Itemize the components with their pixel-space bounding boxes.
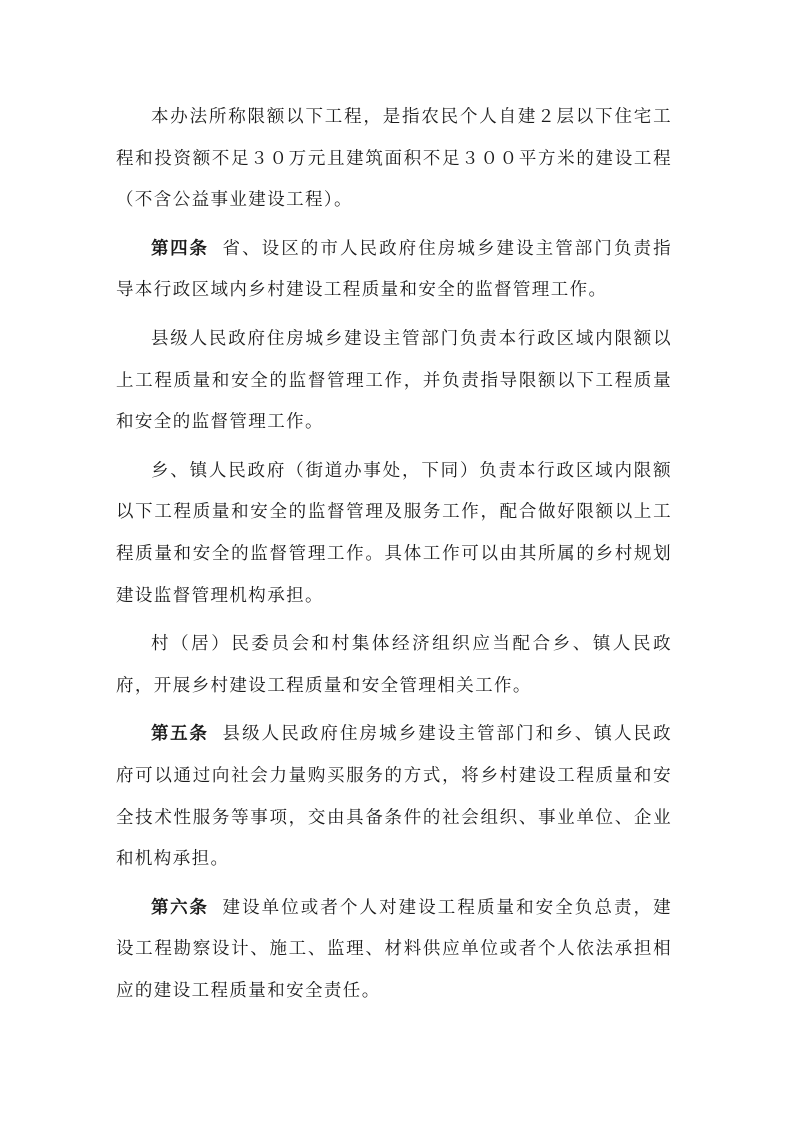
article-4: [116, 229, 672, 312]
paragraph-township-duties: [116, 451, 672, 617]
paragraph-text: 乡、镇人民政府（街道办事处，下同）负责本行政区域内限额以下工程质量和安全的监督管理及服务工作，配合做好限额以上工程质量和安全的监督管理工作。具体工作可以由其所属的乡村规划建设监督管理机构承担。: [116, 460, 672, 606]
paragraph-limit-definition: [116, 97, 672, 222]
article-number: 第五条: [151, 724, 209, 745]
paragraph-county-duties: [116, 319, 672, 444]
paragraph-text: 省、设区的市人民政府住房城乡建设主管部门负责指导本行政区域内乡村建设工程质量和安全的监督管理工作。: [116, 238, 672, 301]
article-6: [116, 888, 672, 1013]
article-number: 第六条: [151, 897, 209, 918]
paragraph-text: 建设单位或者个人对建设工程质量和安全负总责，建设工程勘察设计、施工、监理、材料供应单位或者个人依法承担相应的建设工程质量和安全责任。: [116, 897, 672, 1001]
paragraph-text: 村（居）民委员会和村集体经济组织应当配合乡、镇人民政府，开展乡村建设工程质量和安全管理相关工作。: [116, 634, 672, 696]
paragraph-text: 县级人民政府住房城乡建设主管部门负责本行政区域内限额以上工程质量和安全的监督管理工作，并负责指导限额以下工程质量和安全的监督管理工作。: [116, 328, 672, 433]
paragraph-text: 县级人民政府住房城乡建设主管部门和乡、镇人民政府可以通过向社会力量购买服务的方式，将乡村建设工程质量和安全技术性服务等事项，交由具备条件的社会组织、事业单位、企业和机构承担。: [116, 724, 672, 870]
paragraph-village-duties: [116, 624, 672, 707]
article-5: [116, 714, 672, 880]
document-body: [116, 97, 672, 1019]
paragraph-text: 本办法所称限额以下工程，是指农民个人自建２层以下住宅工程和投资额不足３０万元且建筑面积不足３００平方米的建设工程（不含公益事业建设工程）。: [116, 107, 672, 211]
article-number: 第四条: [151, 238, 209, 259]
